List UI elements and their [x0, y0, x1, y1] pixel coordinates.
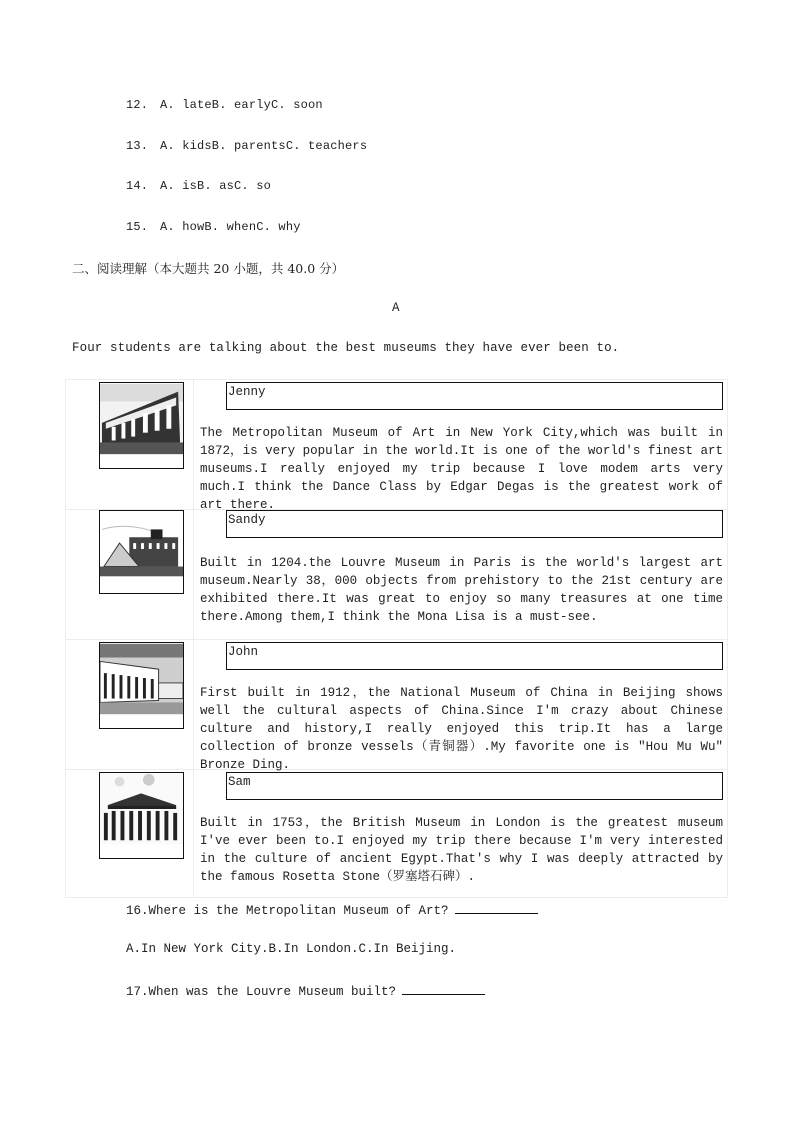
british-museum-image [99, 772, 184, 859]
student-name-box: Sandy [226, 510, 723, 538]
question-number: 13. [126, 139, 149, 153]
column-divider [193, 640, 194, 769]
question-number: 14. [126, 179, 149, 193]
option-text: A. kidsB. parentsC. teachers [160, 139, 368, 153]
question-number: 15. [126, 220, 149, 234]
student-passage: The Metropolitan Museum of Art in New York City,which was built in 1872，is very popular in the world.It is one of the world's finest art museums.I really enjoyed my trip because I love modem arts very much.I think the Dance Class by Edgar Degas is the greatest work of art there. [200, 426, 723, 512]
question-number: 12. [126, 98, 149, 112]
passage-intro: Four students are talking about the best museums they have ever been to. [72, 341, 620, 355]
student-passage: First built in 1912，the National Museum of China in Beijing shows well the cultural aspects of China.Since I'm crazy about Chinese culture and history,I really enjoyed this trip.It has a large collection of bronze vessels（青铜器）.My favorite one is "Hou Mu Wu" Bronze Ding. [200, 686, 723, 772]
cloze-option-14 [126, 179, 271, 193]
question-16-options: A.In New York City.B.In London.C.In Beijing. [126, 942, 457, 956]
answer-blank[interactable] [402, 982, 485, 995]
table-row [66, 380, 727, 510]
student-name-box: John [226, 642, 723, 670]
building-photo-icon [100, 511, 183, 583]
column-divider [193, 380, 194, 509]
student-passage: Built in 1753，the British Museum in London is the greatest museum I've ever been to.I enjoyed my trip there because I'm very interested in the culture of ancient Egypt.That's why I was deeply attracted by the famous Rosetta Stone（罗塞塔石碑）. [200, 816, 723, 884]
cloze-option-12 [126, 98, 323, 112]
option-text: A. isB. asC. so [160, 179, 272, 193]
building-photo-icon [100, 773, 183, 845]
building-photo-icon [100, 383, 183, 455]
section-title: 二、阅读理解（本大题共 20 小题，共 40.0 分） [72, 261, 345, 276]
column-divider [193, 770, 194, 898]
student-passage: Built in 1204.the Louvre Museum in Paris is the world's largest art museum.Nearly 38，000 objects from prehistory to the 21st century are exhibited there.It was great to enjoy so many treasures at one time there.Among them,I think the Mona Lisa is a must-see. [200, 556, 723, 624]
question-17 [126, 982, 485, 999]
option-text: A. lateB. earlyC. soon [160, 98, 323, 112]
question-text: 16.Where is the Metropolitan Museum of Art? [126, 904, 449, 918]
metropolitan-museum-image [99, 382, 184, 469]
answer-blank[interactable] [455, 901, 538, 914]
student-name-box: Sam [226, 772, 723, 800]
louvre-museum-image [99, 510, 184, 594]
question-text: 17.When was the Louvre Museum built? [126, 985, 397, 999]
question-16 [126, 901, 538, 918]
cloze-option-15 [126, 220, 301, 234]
cloze-option-13 [126, 139, 367, 153]
national-museum-china-image [99, 642, 184, 729]
table-row [66, 770, 727, 898]
option-text: A. howB. whenC. why [160, 220, 301, 234]
column-divider [193, 510, 194, 639]
table-row [66, 640, 727, 770]
passage-label: A [392, 301, 400, 315]
table-row [66, 510, 727, 640]
building-photo-icon [100, 643, 183, 715]
student-name-box: Jenny [226, 382, 723, 410]
museum-table [65, 379, 728, 898]
